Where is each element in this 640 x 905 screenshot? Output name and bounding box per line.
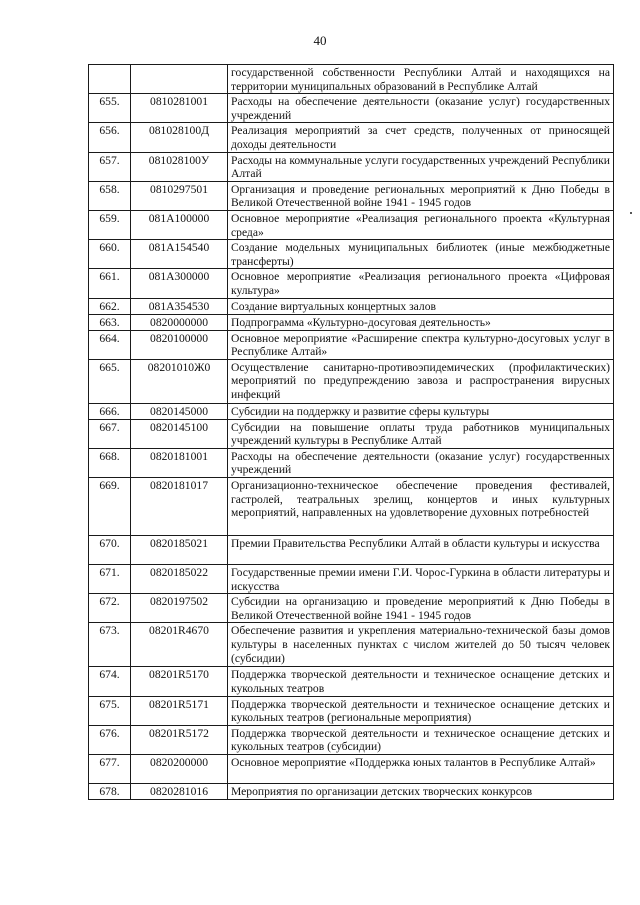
expense-description: Государственные премии имени Г.И. Чорос-Гуркина в области литературы и искусства bbox=[228, 565, 614, 594]
classification-code: 0820281016 bbox=[131, 784, 228, 800]
table-row bbox=[89, 123, 614, 152]
row-number: 665. bbox=[89, 359, 131, 403]
classification-code: 0820185021 bbox=[131, 536, 228, 565]
classification-code: 0810281001 bbox=[131, 94, 228, 123]
table-row bbox=[89, 448, 614, 477]
table-row bbox=[89, 667, 614, 696]
classification-code: 081А154540 bbox=[131, 240, 228, 269]
table-row bbox=[89, 210, 614, 239]
expense-description: Основное мероприятие «Расширение спектра культурно-досуговых услуг в Республике Алтай» bbox=[228, 330, 614, 359]
table-row bbox=[89, 594, 614, 623]
page-number: 40 bbox=[313, 33, 327, 48]
classification-code: 081А100000 bbox=[131, 210, 228, 239]
budget-classification-table bbox=[88, 64, 614, 800]
classification-code: 0820200000 bbox=[131, 755, 228, 784]
expense-description: Осуществление санитарно-противоэпидемических (профилактических) мероприятий по предупреждению завоза и распространения вирусных инфекций bbox=[228, 359, 614, 403]
expense-description: Организация и проведение региональных мероприятий к Дню Победы в Великой Отечественной войне 1941 - 1945 годов bbox=[228, 181, 614, 210]
expense-description: Создание модельных муниципальных библиотек (иные межбюджетные трансферты) bbox=[228, 240, 614, 269]
expense-description: Мероприятия по организации детских творческих конкурсов bbox=[228, 784, 614, 800]
classification-code: 08201010Ж0 bbox=[131, 359, 228, 403]
table-body bbox=[89, 65, 614, 800]
row-number: 663. bbox=[89, 314, 131, 330]
table-row bbox=[89, 359, 614, 403]
classification-code: 0820181017 bbox=[131, 478, 228, 536]
expense-description: Реализация мероприятий за счет средств, полученных от приносящей доходы деятельности bbox=[228, 123, 614, 152]
expense-description: Поддержка творческой деятельности и техническое оснащение детских и кукольных театров (субсидии) bbox=[228, 725, 614, 754]
classification-code: 0820100000 bbox=[131, 330, 228, 359]
row-number: 672. bbox=[89, 594, 131, 623]
expense-description: Расходы на обеспечение деятельности (оказание услуг) государственных учреждений bbox=[228, 94, 614, 123]
table-row bbox=[89, 269, 614, 298]
row-number: 659. bbox=[89, 210, 131, 239]
row-number: 660. bbox=[89, 240, 131, 269]
expense-description: Поддержка творческой деятельности и техническое оснащение детских и кукольных театров (региональные мероприятия) bbox=[228, 696, 614, 725]
expense-description: Создание виртуальных концертных залов bbox=[228, 298, 614, 314]
table-row bbox=[89, 784, 614, 800]
classification-code: 0820000000 bbox=[131, 314, 228, 330]
row-number: 670. bbox=[89, 536, 131, 565]
table-row bbox=[89, 536, 614, 565]
row-number: 666. bbox=[89, 403, 131, 419]
scan-artifact-mark bbox=[630, 212, 632, 214]
classification-code: 0820185022 bbox=[131, 565, 228, 594]
table-row bbox=[89, 181, 614, 210]
expense-description: Субсидии на поддержку и развитие сферы культуры bbox=[228, 403, 614, 419]
table-row bbox=[89, 94, 614, 123]
classification-code: 0820145100 bbox=[131, 419, 228, 448]
row-number: 655. bbox=[89, 94, 131, 123]
expense-description: Премии Правительства Республики Алтай в области культуры и искусства bbox=[228, 536, 614, 565]
table-row bbox=[89, 725, 614, 754]
row-number: 657. bbox=[89, 152, 131, 181]
table-row bbox=[89, 565, 614, 594]
row-number: 658. bbox=[89, 181, 131, 210]
classification-code: 08201R5170 bbox=[131, 667, 228, 696]
table-row bbox=[89, 298, 614, 314]
row-number: 662. bbox=[89, 298, 131, 314]
row-number: 671. bbox=[89, 565, 131, 594]
classification-code: 08201R5172 bbox=[131, 725, 228, 754]
classification-code: 0820145000 bbox=[131, 403, 228, 419]
table-row bbox=[89, 478, 614, 536]
expense-description: Поддержка творческой деятельности и техническое оснащение детских и кукольных театров bbox=[228, 667, 614, 696]
table-row bbox=[89, 419, 614, 448]
row-number: 676. bbox=[89, 725, 131, 754]
classification-code: 08201R4670 bbox=[131, 623, 228, 667]
expense-description: Расходы на обеспечение деятельности (оказание услуг) государственных учреждений bbox=[228, 448, 614, 477]
table-row bbox=[89, 314, 614, 330]
classification-code: 081028100У bbox=[131, 152, 228, 181]
classification-code: 08201R5171 bbox=[131, 696, 228, 725]
table-row bbox=[89, 755, 614, 784]
table-row bbox=[89, 696, 614, 725]
classification-code: 081А300000 bbox=[131, 269, 228, 298]
row-number: 668. bbox=[89, 448, 131, 477]
expense-description: Расходы на коммунальные услуги государственных учреждений Республики Алтай bbox=[228, 152, 614, 181]
table-row bbox=[89, 152, 614, 181]
expense-description: Основное мероприятие «Реализация регионального проекта «Цифровая культура» bbox=[228, 269, 614, 298]
expense-description: Основное мероприятие «Реализация регионального проекта «Культурная среда» bbox=[228, 210, 614, 239]
classification-code: 081028100Д bbox=[131, 123, 228, 152]
row-number: 669. bbox=[89, 478, 131, 536]
row-number: 661. bbox=[89, 269, 131, 298]
expense-description: Организационно-техническое обеспечение проведения фестивалей, гастролей, театральных зрелищ, концертов и иных культурных мероприятий, направленных на удовлетворение духовных потребностей bbox=[228, 478, 614, 536]
row-number: 664. bbox=[89, 330, 131, 359]
row-number: 677. bbox=[89, 755, 131, 784]
expense-description: Подпрограмма «Культурно-досуговая деятельность» bbox=[228, 314, 614, 330]
row-number bbox=[89, 65, 131, 94]
expense-description: Субсидии на повышение оплаты труда работников муниципальных учреждений культуры в Республике Алтай bbox=[228, 419, 614, 448]
classification-code: 0820197502 bbox=[131, 594, 228, 623]
row-number: 667. bbox=[89, 419, 131, 448]
table-row bbox=[89, 623, 614, 667]
classification-code: 0810297501 bbox=[131, 181, 228, 210]
classification-code: 0820181001 bbox=[131, 448, 228, 477]
expense-description: государственной собственности Республики Алтай и находящихся на территории муниципальных образований в Республике Алтай bbox=[228, 65, 614, 94]
expense-description: Основное мероприятие «Поддержка юных талантов в Республике Алтай» bbox=[228, 755, 614, 784]
classification-code bbox=[131, 65, 228, 94]
table-row bbox=[89, 240, 614, 269]
row-number: 675. bbox=[89, 696, 131, 725]
row-number: 656. bbox=[89, 123, 131, 152]
table-row bbox=[89, 403, 614, 419]
row-number: 674. bbox=[89, 667, 131, 696]
row-number: 678. bbox=[89, 784, 131, 800]
table-row bbox=[89, 330, 614, 359]
expense-description: Обеспечение развития и укрепления материально-технической базы домов культуры в населенных пунктах с числом жителей до 50 тысяч человек (субсидии) bbox=[228, 623, 614, 667]
row-number: 673. bbox=[89, 623, 131, 667]
expense-description: Субсидии на организацию и проведение мероприятий к Дню Победы в Великой Отечественной войне 1941 - 1945 годов bbox=[228, 594, 614, 623]
classification-code: 081А354530 bbox=[131, 298, 228, 314]
table-row bbox=[89, 65, 614, 94]
